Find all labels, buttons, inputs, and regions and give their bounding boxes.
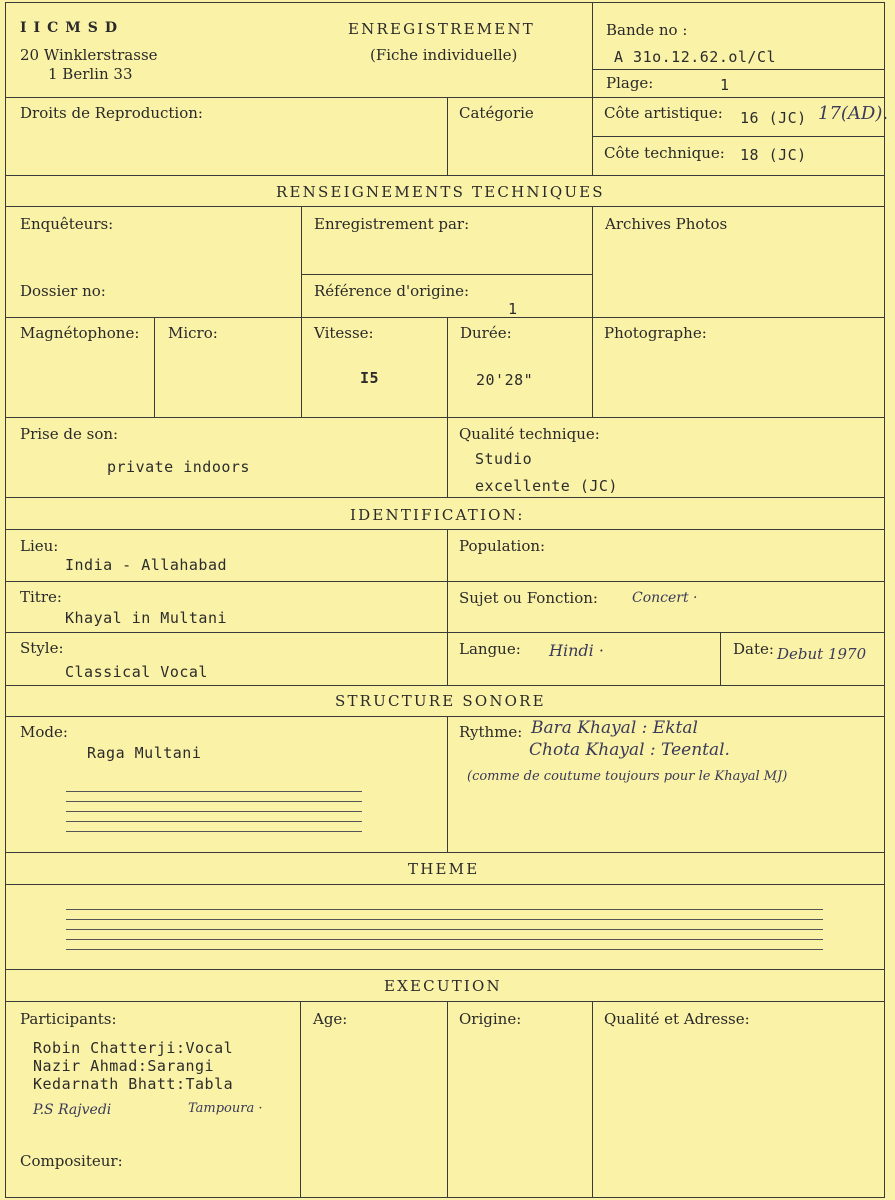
reference-value: 1 [508,300,518,318]
divider [5,175,884,176]
titre-value: Khayal in Multani [65,609,228,627]
vitesse-value: I5 [360,369,380,387]
participant-1: Robin Chatterji:Vocal [33,1039,234,1057]
vitesse-label: Vitesse: [314,324,374,342]
divider [154,317,155,417]
writing-line [66,791,362,792]
divider [592,206,593,417]
section-title-execution: EXECUTION [384,977,502,995]
divider [5,317,884,318]
rythme-line-3: (comme de coutume toujours pour le Khayal MJ) [467,769,788,784]
divider [447,529,448,685]
qualite-adresse-label: Qualité et Adresse: [604,1010,750,1028]
prise-de-son-value: private indoors [107,458,250,476]
plage-value: 1 [720,76,730,94]
participant-4-role: Tampoura · [188,1101,263,1116]
divider [5,716,884,717]
frame-bottom [5,1197,884,1198]
participant-3: Kedarnath Bhatt:Tabla [33,1075,234,1093]
mode-value: Raga Multani [87,744,202,762]
divider [5,497,884,498]
divider [5,529,884,530]
date-label: Date: [733,640,774,658]
age-label: Age: [313,1010,348,1028]
titre-label: Titre: [20,588,62,606]
mode-label: Mode: [20,723,68,741]
divider [300,1001,301,1197]
duree-label: Durée: [460,324,512,342]
frame-right [884,2,885,1198]
divider [5,685,884,686]
bande-value: A 31o.12.62.ol/Cl [614,48,777,66]
population-label: Population: [459,537,546,555]
lieu-label: Lieu: [20,537,59,555]
divider [447,97,448,175]
divider [301,206,302,417]
origine-label: Origine: [459,1010,522,1028]
rythme-line-1: Bara Khayal : Ektal [531,718,698,738]
divider [5,884,884,885]
writing-line [66,929,823,930]
divider [5,206,884,207]
writing-line [66,939,823,940]
writing-line [66,909,823,910]
duree-value: 20'28" [476,371,534,389]
divider [720,632,721,685]
writing-line [66,919,823,920]
participants-label: Participants: [20,1010,117,1028]
divider [447,1001,448,1197]
divider [447,317,448,417]
reference-label: Référence d'origine: [314,282,470,300]
divider [592,69,884,70]
frame-left [5,2,6,1198]
dossier-label: Dossier no: [20,282,106,300]
divider [301,274,592,275]
bande-label: Bande no : [606,21,688,39]
divider [5,632,884,633]
sujet-value: Concert · [632,590,698,606]
rythme-label: Rythme: [459,723,523,741]
participant-2: Nazir Ahmad:Sarangi [33,1057,215,1075]
divider [5,581,884,582]
divider [447,716,448,852]
style-value: Classical Vocal [65,663,208,681]
micro-label: Micro: [168,324,218,342]
participant-4-name: P.S Rajvedi [33,1102,112,1118]
divider [5,97,884,98]
section-title-theme: THEME [408,860,480,878]
writing-line [66,811,362,812]
form-title: ENREGISTREMENT [348,20,535,38]
prise-de-son-label: Prise de son: [20,425,119,443]
qualite-technique-label: Qualité technique: [459,425,600,443]
langue-label: Langue: [459,640,521,658]
section-title-structure: STRUCTURE SONORE [335,692,546,710]
cote-technique-value: 18 (JC) [740,146,807,164]
divider [592,2,593,175]
lieu-value: India - Allahabad [65,556,228,574]
sujet-label: Sujet ou Fonction: [459,589,598,607]
divider [447,417,448,497]
address-line-1: 20 Winklerstrasse [20,46,158,64]
cote-artistique-value: 16 (JC) [740,109,807,127]
compositeur-label: Compositeur: [20,1152,123,1170]
writing-line [66,831,362,832]
writing-line [66,949,823,950]
qualite-technique-value-2: excellente (JC) [475,477,618,495]
style-label: Style: [20,639,64,657]
langue-value: Hindi · [549,641,604,660]
cote-technique-label: Côte technique: [604,144,725,162]
address-line-2: 1 Berlin 33 [48,65,133,83]
section-title-identification: IDENTIFICATION: [350,506,525,524]
rythme-line-2: Chota Khayal : Teental. [529,740,730,760]
section-title-technical: RENSEIGNEMENTS TECHNIQUES [276,183,605,201]
divider [592,136,884,137]
enqueteurs-label: Enquêteurs: [20,215,114,233]
qualite-technique-value-1: Studio [475,450,533,468]
magnetophone-label: Magnétophone: [20,324,140,342]
date-value: Debut 1970 [777,645,867,663]
photographe-label: Photographe: [604,324,707,342]
institute-logo: IICMSD [20,20,124,36]
divider [5,1001,884,1002]
divider [5,852,884,853]
form-subtitle: (Fiche individuelle) [370,46,518,64]
plage-label: Plage: [606,74,654,92]
cote-artistique-handwritten: 17(AD). [818,103,889,124]
frame-top [5,2,884,3]
enregistrement-par-label: Enregistrement par: [314,215,470,233]
writing-line [66,801,362,802]
archives-photos-label: Archives Photos [605,215,728,233]
divider [5,969,884,970]
categorie-label: Catégorie [459,104,534,122]
cote-artistique-label: Côte artistique: [604,104,723,122]
divider [5,417,884,418]
divider [592,1001,593,1197]
droits-label: Droits de Reproduction: [20,104,203,122]
writing-line [66,821,362,822]
